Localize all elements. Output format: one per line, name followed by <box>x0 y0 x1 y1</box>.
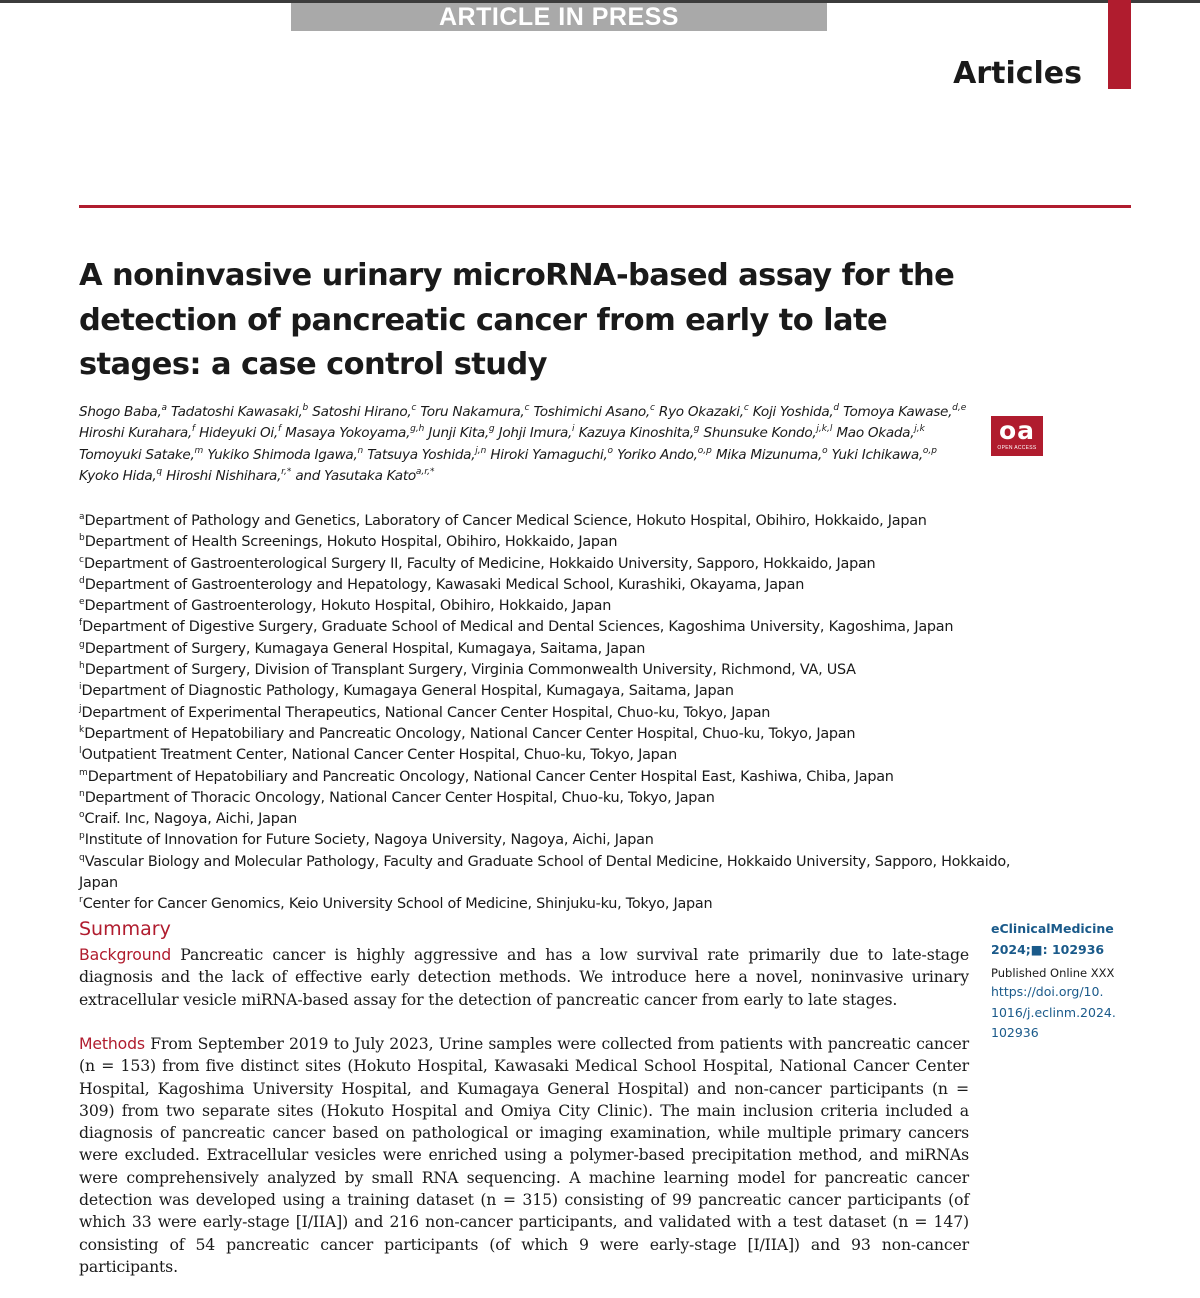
affiliation-text: Department of Digestive Surgery, Graduate School of Medical and Dental Sciences, Kagoshima University, Kagoshima, Japan <box>82 619 954 636</box>
author-affiliation-marker: c <box>743 403 749 413</box>
summary-heading: Summary <box>79 918 171 940</box>
author-affiliation-marker: g,h <box>410 424 425 435</box>
author-affiliation-marker: a <box>161 403 167 413</box>
affiliation-text: Center for Cancer Genomics, Keio University School of Medicine, Shinjuku-ku, Tokyo, Japan <box>82 896 713 913</box>
author-affiliation-marker: a,r,* <box>415 466 435 477</box>
methods-text: From September 2019 to July 2023, Urine samples were collected from patients with pancreatic cancer (n = 153) from five distinct sites (Hokuto Hospital, Kawasaki Medical School Hospital, National Cancer Center Hospital, Kagoshima University Hospital, and Kumagaya General Hospital) and non-cancer participants (n = 309) from two separate sites (Hokuto Hospital and Omiya City Clinic). The main inclusion criteria included a diagnosis of pancreatic cancer based on pathological or imaging examination, while multiple primary cancers were excluded. Extracellular vesicles were enriched using a polymer-based precipitation method, and miRNAs were comprehensively analyzed by small RNA sequencing. A machine learning model for pancreatic cancer detection was developed using a training dataset (n = 315) consisting of 99 pancreatic cancer participants (of which 33 were early-stage [I/IIA]) and 216 non-cancer participants, and validated with a test dataset (n = 147) consisting of 54 pancreatic cancer participants (of which 9 were early-stage [I/IIA]) and 93 non-cancer participants. <box>79 1034 969 1276</box>
affiliation-key: q <box>79 852 85 863</box>
author-affiliation-marker: q <box>156 466 163 477</box>
affiliation-key: d <box>79 575 85 586</box>
affiliation-item <box>79 703 1039 724</box>
affiliation-key: n <box>79 788 85 799</box>
affiliation-key: p <box>79 831 85 842</box>
affiliation-item <box>79 511 1039 532</box>
affiliation-item <box>79 788 1039 809</box>
author-name[interactable]: Yukiko Shimoda Igawa <box>207 446 354 463</box>
author-name[interactable]: Hiroki Yamaguchi <box>490 446 604 463</box>
affiliation-item <box>79 681 1039 702</box>
affiliation-key: c <box>79 554 84 565</box>
affiliation-key: l <box>79 746 82 757</box>
affiliation-item <box>79 745 1039 766</box>
affiliation-text: Department of Experimental Therapeutics, National Cancer Center Hospital, Chuo-ku, Tokyo, Japan <box>81 704 771 721</box>
author-name[interactable]: Kyoko Hida <box>79 467 153 484</box>
journal-citation <box>991 918 1121 960</box>
author-affiliation-marker: m <box>194 445 204 456</box>
author-name[interactable]: Yoriko Ando <box>617 446 694 463</box>
affiliation-text: Department of Diagnostic Pathology, Kumagaya General Hospital, Kumagaya, Saitama, Japan <box>81 683 734 700</box>
section-label: Articles <box>953 56 1082 91</box>
author-affiliation-marker: j,k,l <box>816 424 833 435</box>
affiliation-key: m <box>79 767 88 778</box>
author-affiliation-marker: o,p <box>922 445 938 456</box>
affiliation-text: Department of Pathology and Genetics, Laboratory of Cancer Medical Science, Hokuto Hospital, Obihiro, Hokkaido, Japan <box>84 513 927 529</box>
journal-volume: 2024;■: 102936 <box>991 942 1105 957</box>
affiliation-text: Vascular Biology and Molecular Pathology, Faculty and Graduate School of Dental Medicine, Hokkaido University, Sapporo, Hokkaido, Japan <box>79 853 1011 892</box>
affiliation-text: Department of Surgery, Division of Transplant Surgery, Virginia Commonwealth University, Richmond, VA, USA <box>84 662 856 679</box>
author-name[interactable]: Yuki Ichikawa <box>831 446 919 463</box>
author-name[interactable]: Tomoya Kawase <box>843 404 949 420</box>
open-access-badge[interactable] <box>991 416 1043 456</box>
author-name[interactable]: Hiroshi Kurahara <box>79 425 188 442</box>
affiliation-item <box>79 575 1039 596</box>
author-name[interactable]: Hiroshi Nishihara <box>166 467 278 484</box>
author-name[interactable]: Koji Yoshida <box>752 404 830 420</box>
affiliation-key: e <box>79 597 85 608</box>
author-list: Shogo Baba,$^a$ Tadatoshi Kawasaki,$^b$ Satoshi Hirano,$^c$ Toru Nakamura,$^c$ Toshimichi Asano,$^c$ Ryo Okazaki,$^c$ Koji Yoshida,$^d$ Tomoya Kawase,$^{d,e}$ Hiroshi Kurahara,$^f$ Hideyuki Oi,$^f$ Masaya Yokoyama,$^{g,h}$ Junji Kita,$^g$ Johji Imura,$^i$ Kazuya Kinoshita,$^g$ Shunsuke Kondo,$^{j,k,l}$ Mao Okada,$^{j,k}$ Tomoyuki Satake,$^m$ Yukiko Shimoda Igawa,$^n$ Tatsuya Yoshida,$^{j,n}$ Hiroki Yamaguchi,$^o$ Yoriko Ando,$^{o,p}$ Mika Mizunuma,$^o$ Yuki Ichikawa,$^{o,p}$ Kyoko Hida,$^q$ Hiroshi Nishihara,$^{r,*}$ and Yasutaka Kato$^{a,r,*}$ <box>79 403 967 484</box>
affiliation-key: a <box>79 512 85 522</box>
doi-link[interactable] <box>991 982 1121 1044</box>
section-marker-bar <box>1108 0 1131 89</box>
article-title: A noninvasive urinary microRNA-based assay for the detection of pancreatic cancer from early to late stages: a case control study <box>79 258 955 382</box>
author-name[interactable]: Hideyuki Oi <box>199 425 274 442</box>
affiliation-text: Department of Gastroenterology, Hokuto Hospital, Obihiro, Hokkaido, Japan <box>84 598 612 615</box>
affiliation-key: h <box>79 661 85 672</box>
author-affiliation-marker: r,* <box>281 466 292 477</box>
affiliation-key: f <box>79 618 83 629</box>
affiliation-text: Department of Hepatobiliary and Pancreatic Oncology, National Cancer Center Hospital East, Kashiwa, Chiba, Japan <box>87 768 894 785</box>
author-name[interactable]: Masaya Yokoyama <box>285 425 407 442</box>
author-name[interactable]: Johji Imura <box>498 425 568 442</box>
affiliation-item <box>79 554 1039 575</box>
affiliation-key: k <box>79 724 85 735</box>
author-affiliation-marker: b <box>302 403 309 413</box>
author-affiliation-marker: o,p <box>697 445 712 456</box>
published-online: Published Online XXX <box>991 966 1115 980</box>
affiliation-item <box>79 639 1039 660</box>
open-access-icon: oa <box>998 416 1036 445</box>
affiliation-text: Craif. Inc, Nagoya, Aichi, Japan <box>84 811 298 828</box>
affiliation-item <box>79 830 1039 851</box>
affiliation-item <box>79 767 1039 788</box>
author-name[interactable]: Kazuya Kinoshita <box>578 425 690 442</box>
author-name[interactable]: Toru Nakamura <box>420 404 521 420</box>
author-name[interactable]: Mika Mizunuma <box>715 446 819 463</box>
affiliation-text: Department of Gastroenterology and Hepatology, Kawasaki Medical School, Kurashiki, Okayama, Japan <box>84 576 805 593</box>
affiliation-text: Institute of Innovation for Future Society, Nagoya University, Nagoya, Aichi, Japan <box>84 832 654 849</box>
affiliation-text: Department of Surgery, Kumagaya General Hospital, Kumagaya, Saitama, Japan <box>84 640 646 657</box>
author-affiliation-marker: n <box>357 445 364 456</box>
doi-line[interactable]: 1016/j.eclinm.2024. <box>991 1004 1116 1020</box>
affiliation-item <box>79 596 1039 617</box>
affiliation-key: i <box>79 682 82 693</box>
author-name[interactable]: Ryo Okazaki <box>658 404 740 420</box>
methods-paragraph <box>79 1033 969 1278</box>
affiliation-text: Department of Health Screenings, Hokuto Hospital, Obihiro, Hokkaido, Japan <box>84 534 618 551</box>
author-conjunction: and <box>295 467 321 484</box>
affiliation-item <box>79 532 1039 553</box>
author-affiliation-marker: f <box>191 424 196 435</box>
author-name[interactable]: Tadatoshi Kawasaki <box>171 404 299 420</box>
background-text: Pancreatic cancer is highly aggressive and has a low survival rate primarily due to late-stage diagnosis and the lack of effective early detection methods. We introduce here a novel, noninvasive urinary extracellular vesicle miRNA-based assay for the detection of pancreatic cancer from early to late stages. <box>79 945 969 1009</box>
affiliation-item <box>79 617 1039 638</box>
background-paragraph <box>79 944 969 1011</box>
affiliation-text: Department of Thoracic Oncology, National Cancer Center Hospital, Chuo-ku, Tokyo, Japan <box>84 789 715 806</box>
affiliation-key: b <box>79 533 85 544</box>
affiliation-key: o <box>79 810 85 821</box>
author-affiliation-marker: g <box>488 424 495 435</box>
author-name[interactable]: Shunsuke Kondo <box>703 425 813 442</box>
author-affiliation-marker: d <box>833 403 840 413</box>
author-name[interactable]: Tatsuya Yoshida <box>367 446 472 463</box>
open-access-label: OPEN ACCESS <box>997 445 1037 451</box>
author-affiliation-marker: j,k <box>914 424 925 435</box>
affiliation-item <box>79 894 1039 915</box>
affiliation-text: Department of Hepatobiliary and Pancreatic Oncology, National Cancer Center Hospital, Chuo-ku, Tokyo, Japan <box>84 725 856 742</box>
author-affiliation-marker: o <box>607 445 614 456</box>
author-name[interactable]: Satoshi Hirano <box>312 404 408 420</box>
author-affiliation-marker: i <box>572 424 575 435</box>
affiliation-item <box>79 809 1039 830</box>
affiliation-item <box>79 660 1039 681</box>
author-affiliation-marker: f <box>277 424 282 435</box>
affiliation-key: g <box>79 639 85 650</box>
doi-line[interactable]: 102936 <box>991 1025 1039 1040</box>
author-affiliation-marker: c <box>524 403 530 413</box>
author-name[interactable]: Toshimichi Asano <box>533 404 646 420</box>
author-name[interactable]: Junji Kita <box>428 425 485 442</box>
background-label: Background <box>79 945 172 964</box>
header-rule <box>79 205 1131 208</box>
affiliation-key: r <box>79 895 83 906</box>
author-affiliation-marker: d,e <box>952 403 967 413</box>
affiliation-list <box>79 511 1039 916</box>
author-name[interactable]: Tomoyuki Satake <box>79 446 191 463</box>
author-affiliation-marker: j,n <box>475 445 487 456</box>
article-in-press-banner: ARTICLE IN PRESS <box>291 3 827 31</box>
affiliation-key: j <box>79 703 82 714</box>
author-affiliation-marker: g <box>693 424 700 435</box>
affiliation-text: Outpatient Treatment Center, National Cancer Center Hospital, Chuo-ku, Tokyo, Japan <box>81 747 677 764</box>
author-name[interactable]: Shogo Baba <box>79 404 158 420</box>
author-name[interactable]: Yasutaka Kato <box>324 467 416 484</box>
journal-name[interactable]: eClinicalMedicine <box>991 921 1114 936</box>
author-name[interactable]: Mao Okada <box>836 425 911 442</box>
methods-label: Methods <box>79 1034 145 1053</box>
doi-line[interactable]: https://doi.org/10. <box>991 984 1104 999</box>
author-affiliation-marker: c <box>411 403 417 413</box>
affiliation-item <box>79 852 1039 895</box>
author-affiliation-marker: o <box>822 445 828 456</box>
affiliation-item <box>79 724 1039 745</box>
author-affiliation-marker: c <box>649 403 655 413</box>
affiliation-text: Department of Gastroenterological Surgery II, Faculty of Medicine, Hokkaido University, Sapporo, Hokkaido, Japan <box>83 555 876 572</box>
